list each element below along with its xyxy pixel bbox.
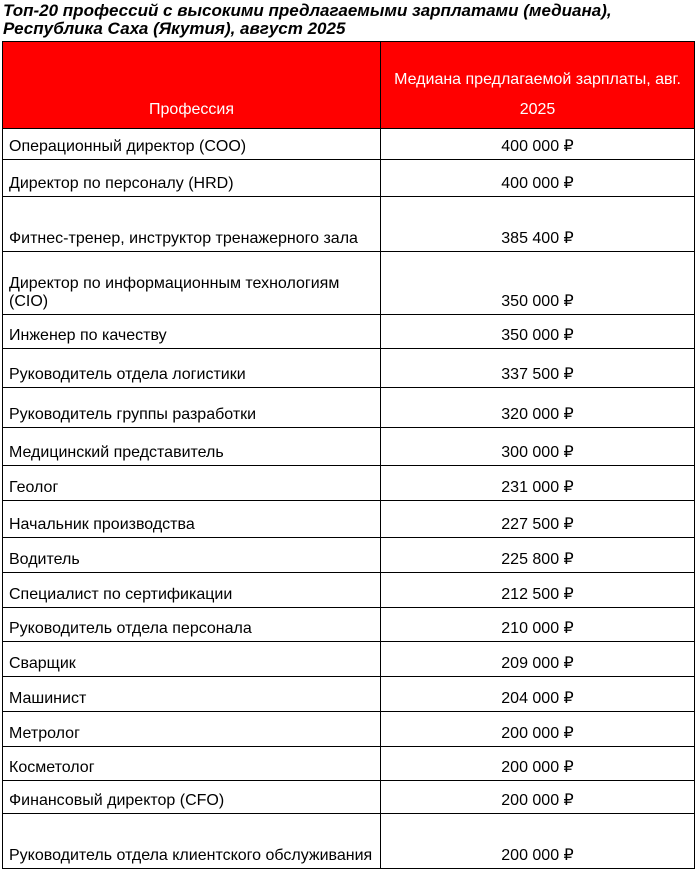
table-row [3,642,695,677]
salary-cell: 200 000 ₽ [381,781,695,814]
salary-cell: 231 000 ₽ [381,466,695,501]
table-row [3,677,695,712]
salary-cell: 385 400 ₽ [381,197,695,252]
table-row [3,573,695,608]
page-title: Топ-20 профессий с высокими предлагаемыми зарплатами (медиана), Республика Саха (Якутия), август 2025 [3,1,612,38]
table-row [3,428,695,466]
salary-cell: 350 000 ₽ [381,252,695,315]
table-row [3,501,695,538]
profession-cell: Метролог [3,712,381,747]
table-row [3,781,695,814]
profession-cell: Сварщик [3,642,381,677]
profession-cell: Специалист по сертификации [3,573,381,608]
salary-cell: 204 000 ₽ [381,677,695,712]
profession-cell: Косметолог [3,747,381,781]
table-row [3,538,695,573]
table-row [3,315,695,349]
salary-cell: 400 000 ₽ [381,129,695,160]
profession-cell: Директор по персоналу (HRD) [3,160,381,197]
column-header-salary: Медиана предлагаемой зарплаты, авг. 2025 [381,42,695,129]
table-row [3,466,695,501]
table-row [3,814,695,869]
profession-cell: Геолог [3,466,381,501]
profession-cell: Медицинский представитель [3,428,381,466]
table-row [3,349,695,388]
profession-cell: Руководитель группы разработки [3,388,381,428]
salary-cell: 200 000 ₽ [381,747,695,781]
table-row [3,747,695,781]
salary-cell: 200 000 ₽ [381,814,695,869]
salary-cell: 400 000 ₽ [381,160,695,197]
profession-cell: Директор по информационным технологиям (CIO) [3,252,381,315]
table-row [3,160,695,197]
profession-cell: Инженер по качеству [3,315,381,349]
table-body [3,129,695,869]
profession-cell: Начальник производства [3,501,381,538]
table-row [3,712,695,747]
profession-cell: Фитнес-тренер, инструктор тренажерного зала [3,197,381,252]
salary-cell: 200 000 ₽ [381,712,695,747]
salary-cell: 227 500 ₽ [381,501,695,538]
table-row [3,608,695,642]
profession-cell: Руководитель отдела логистики [3,349,381,388]
salary-cell: 300 000 ₽ [381,428,695,466]
salary-cell: 212 500 ₽ [381,573,695,608]
column-header-profession: Профессия [3,42,381,129]
salary-cell: 350 000 ₽ [381,315,695,349]
table-row [3,197,695,252]
salary-table [2,41,695,869]
profession-cell: Руководитель отдела клиентского обслуживания [3,814,381,869]
profession-cell: Операционный директор (COO) [3,129,381,160]
table-row [3,129,695,160]
salary-cell: 320 000 ₽ [381,388,695,428]
table-row [3,388,695,428]
salary-cell: 225 800 ₽ [381,538,695,573]
table-row [3,252,695,315]
salary-cell: 209 000 ₽ [381,642,695,677]
profession-cell: Руководитель отдела персонала [3,608,381,642]
salary-cell: 210 000 ₽ [381,608,695,642]
table-header-row [3,42,695,129]
profession-cell: Машинист [3,677,381,712]
profession-cell: Водитель [3,538,381,573]
profession-cell: Финансовый директор (CFO) [3,781,381,814]
salary-cell: 337 500 ₽ [381,349,695,388]
